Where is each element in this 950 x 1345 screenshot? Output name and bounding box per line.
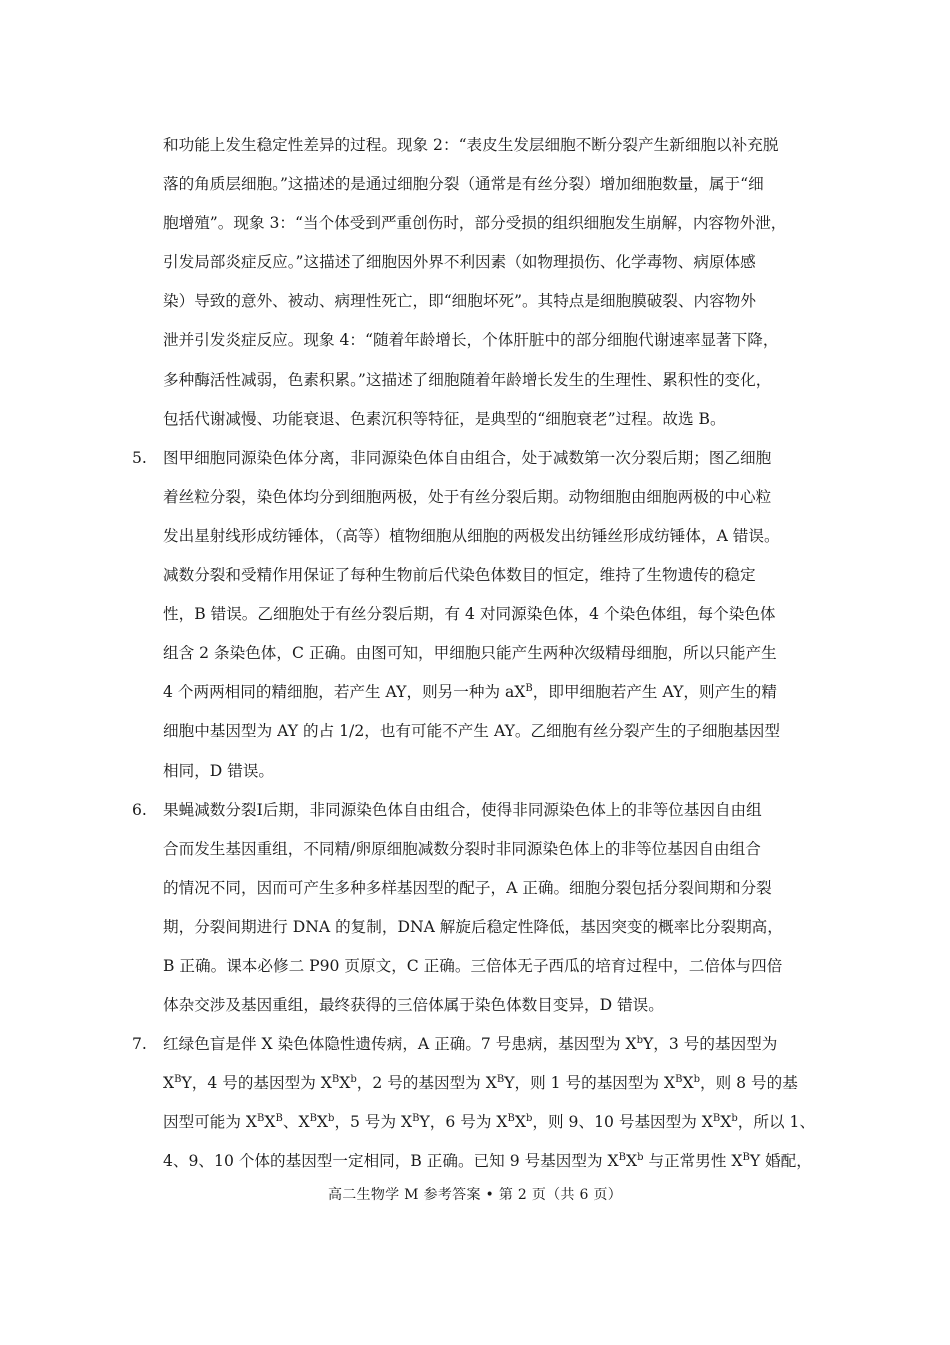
text-line: 合而发生基因重组，不同精/卵原细胞减数分裂时非同源染色体上的非等位基因自由组合 [163,839,761,858]
item-number: 6. [132,800,147,819]
text-line: 染）导致的意外、被动、病理性死亡，即“细胞坏死”。其特点是细胞膜破裂、内容物外 [163,292,756,311]
text-line: 泄并引发炎症反应。现象 4：“随着年龄增长，个体肝脏中的部分细胞代谢速率显著下降， [163,331,779,350]
text-line: 包括代谢减慢、功能衰退、色素沉积等特征，是典型的“细胞衰老”过程。故选 B。 [163,409,726,428]
item-text [163,1025,822,1181]
text-line: 落的角质层细胞。”这描述的是通过细胞分裂（通常是有丝分裂）增加细胞数量，属于“细 [163,175,764,194]
text-line: 果蝇减数分裂Ⅰ后期，非同源染色体自由组合，使得非同源染色体上的非等位基因自由组 [163,800,762,819]
page-footer: 高二生物学 M 参考答案 • 第 2 页（共 6 页） [327,1187,623,1203]
text-line: 4 个两两相同的精细胞，若产生 AY，则另一种为 $aX^B$，即甲细胞若产生 AY，则产生的精 [163,683,777,702]
text-line: 组含 2 条染色体，C 正确。由图可知，甲细胞只能产生两种次级精母细胞，所以只能产生 [163,644,777,663]
item-text [163,439,822,791]
text-line: 的情况不同，因而可产生多种多样基因型的配子，A 正确。细胞分裂包括分裂间期和分裂 [163,878,772,897]
text-line: 发出星射线形成纺锤体，（高等）植物细胞从细胞的两极发出纺锤丝形成纺锤体，A 错误。 [163,526,780,545]
answer-item-7 [132,1025,822,1181]
text-line: 减数分裂和受精作用保证了每种生物前后代染色体数目的恒定，维持了生物遗传的稳定 [163,566,756,585]
text-line: 着丝粒分裂，染色体均分到细胞两极，处于有丝分裂后期。动物细胞由细胞两极的中心粒 [163,487,772,506]
text-line: 多种酶活性减弱，色素积累。”这描述了细胞随着年龄增长发生的生理性、累积性的变化， [163,370,772,389]
text-line: 因型可能为 $X^BX^B$、$X^BX^b$，5 号为 $X^BY$，6 号为 $X^BX^b$，则 9、10 号基因型为 $X^BX^b$，所以 1、 [163,1113,816,1132]
answer-item-5 [132,439,822,791]
text-line: 期，分裂间期进行 DNA 的复制，DNA 解旋后稳定性降低，基因突变的概率比分裂期高， [163,917,783,936]
text-line: 细胞中基因型为 AY 的占 1/2，也有可能不产生 AY。乙细胞有丝分裂产生的子细胞基因型 [163,722,780,741]
text-line: $X^BY$，4 号的基因型为 $X^BX^b$，2 号的基因型为 $X^BY$，则 1 号的基因型为 $X^BX^b$，则 8 号的基 [163,1074,798,1093]
text-line: 性，B 错误。乙细胞处于有丝分裂后期，有 4 对同源染色体，4 个染色体组，每个染色体 [163,605,776,624]
item-number: 5. [132,448,147,467]
answer-content [132,126,822,1182]
item-4-continuation [132,126,822,439]
text-line: 4、9、10 个体的基因型一定相同，B 正确。已知 9 号基因型为 $X^BX^b$ 与正常男性 $X^BY$ 婚配， [163,1152,812,1171]
text-line: 体杂交涉及基因重组，最终获得的三倍体属于染色体数目变异，D 错误。 [163,996,664,1015]
text-line: B 正确。课本必修二 P90 页原文，C 正确。三倍体无子西瓜的培育过程中，二倍体与四倍 [163,956,783,975]
text-line: 红绿色盲是伴 X 染色体隐性遗传病，A 正确。7 号患病，基因型为 $X^bY$，3 号的基因型为 [163,1035,778,1054]
text-line: 和功能上发生稳定性差异的过程。现象 2：“表皮生发层细胞不断分裂产生新细胞以补充脱 [163,136,779,154]
text-line: 胞增殖”。现象 3：“当个体受到严重创伤时，部分受损的组织细胞发生崩解，内容物外泄， [163,214,787,233]
text-line: 相同，D 错误。 [163,761,275,780]
text-line: 图甲细胞同源染色体分离，非同源染色体自由组合，处于减数第一次分裂后期；图乙细胞 [163,448,772,467]
answer-item-6 [132,791,822,1026]
item-text [163,791,822,1026]
text-line: 引发局部炎症反应。”这描述了细胞因外界不利因素（如物理损伤、化学毒物、病原体感 [163,253,756,272]
item-number: 7. [132,1035,147,1054]
